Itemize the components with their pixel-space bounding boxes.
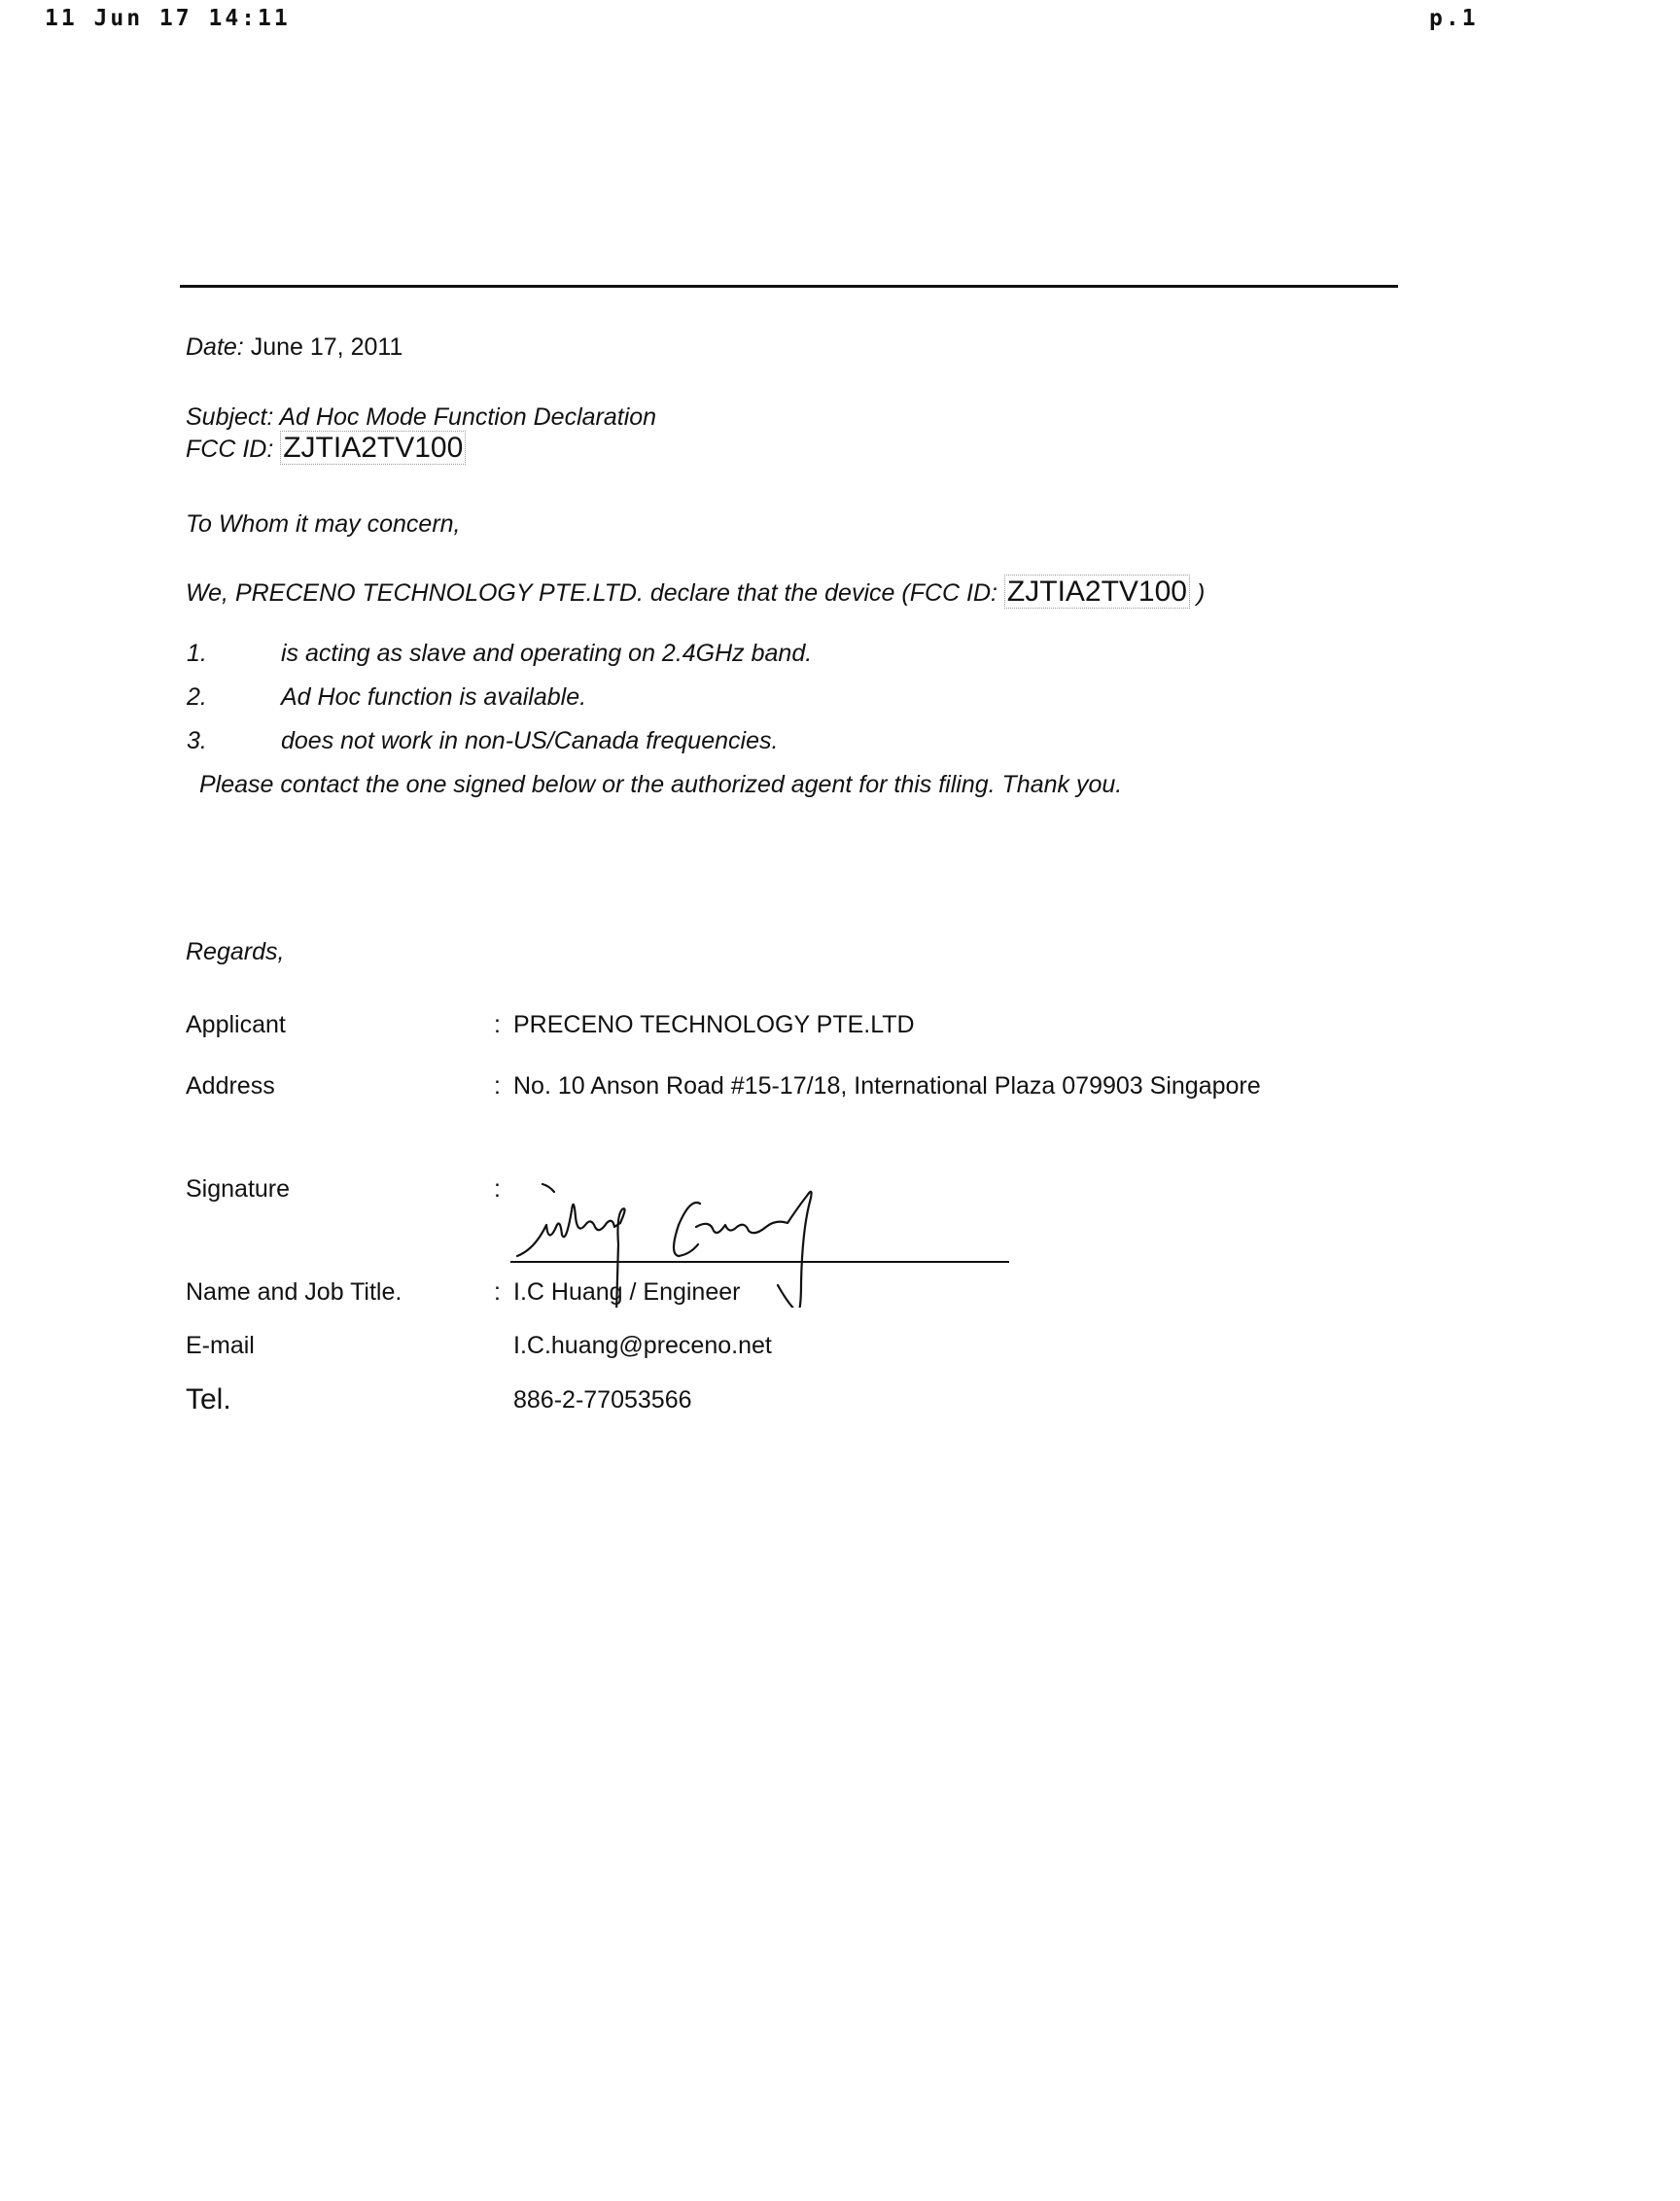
tel-label: Tel. (186, 1383, 231, 1415)
name-value: I.C Huang / Engineer (513, 1278, 741, 1306)
header-rule (180, 285, 1398, 288)
address-label: Address (186, 1072, 275, 1100)
signature-stroke (778, 1285, 797, 1308)
signature-label: Signature (186, 1175, 291, 1203)
declaration-text: We, PRECENO TECHNOLOGY PTE.LTD. declare that the device (FCC ID: (186, 579, 998, 607)
applicant-label: Applicant (186, 1011, 286, 1038)
fcc-id: ZJTIA2TV100 (280, 431, 466, 465)
date-value: June 17, 2011 (243, 333, 403, 361)
list-item: Ad Hoc function is available. (281, 683, 587, 711)
fax-timestamp: 11 Jun 17 14:11 (45, 6, 291, 31)
date-line (186, 335, 402, 360)
signature-stroke (542, 1184, 554, 1192)
separator: : (494, 1175, 501, 1203)
separator: : (494, 1072, 501, 1100)
separator: : (494, 1011, 501, 1038)
signature-line (510, 1261, 1009, 1263)
closing-note: Please contact the one signed below or the authorized agent for this filing. Thank you. (199, 771, 1123, 798)
separator: : (494, 1278, 501, 1306)
item-number: 2. (187, 683, 207, 711)
item-number: 3. (187, 727, 207, 754)
email-value: I.C.huang@preceno.net (513, 1332, 772, 1359)
regards: Regards, (186, 938, 285, 965)
signature-stroke (674, 1203, 700, 1256)
subject-line (186, 405, 656, 430)
fcc-line (186, 434, 466, 463)
item-number: 1. (187, 640, 207, 667)
declaration (186, 577, 1205, 607)
date-label: Date: (186, 333, 244, 361)
declaration-close: ) (1196, 579, 1206, 607)
email-label: E-mail (186, 1332, 255, 1359)
salutation: To Whom it may concern, (186, 510, 461, 538)
list-item: is acting as slave and operating on 2.4GHz band. (281, 640, 813, 667)
applicant-value: PRECENO TECHNOLOGY PTE.LTD (513, 1011, 915, 1038)
name-label: Name and Job Title. (186, 1278, 402, 1306)
subject-label: Subject: (186, 403, 274, 431)
subject-value: Ad Hoc Mode Function Declaration (273, 403, 657, 431)
fcc-label: FCC ID: (186, 436, 274, 463)
address-value: No. 10 Anson Road #15-17/18, International Plaza 079903 Singapore (513, 1072, 1261, 1100)
fax-page-number: p.1 (1429, 6, 1479, 31)
declaration-fcc-id: ZJTIA2TV100 (1004, 575, 1190, 609)
list-item: does not work in non-US/Canada frequencies. (281, 727, 779, 754)
tel-value: 886-2-77053566 (513, 1386, 692, 1414)
